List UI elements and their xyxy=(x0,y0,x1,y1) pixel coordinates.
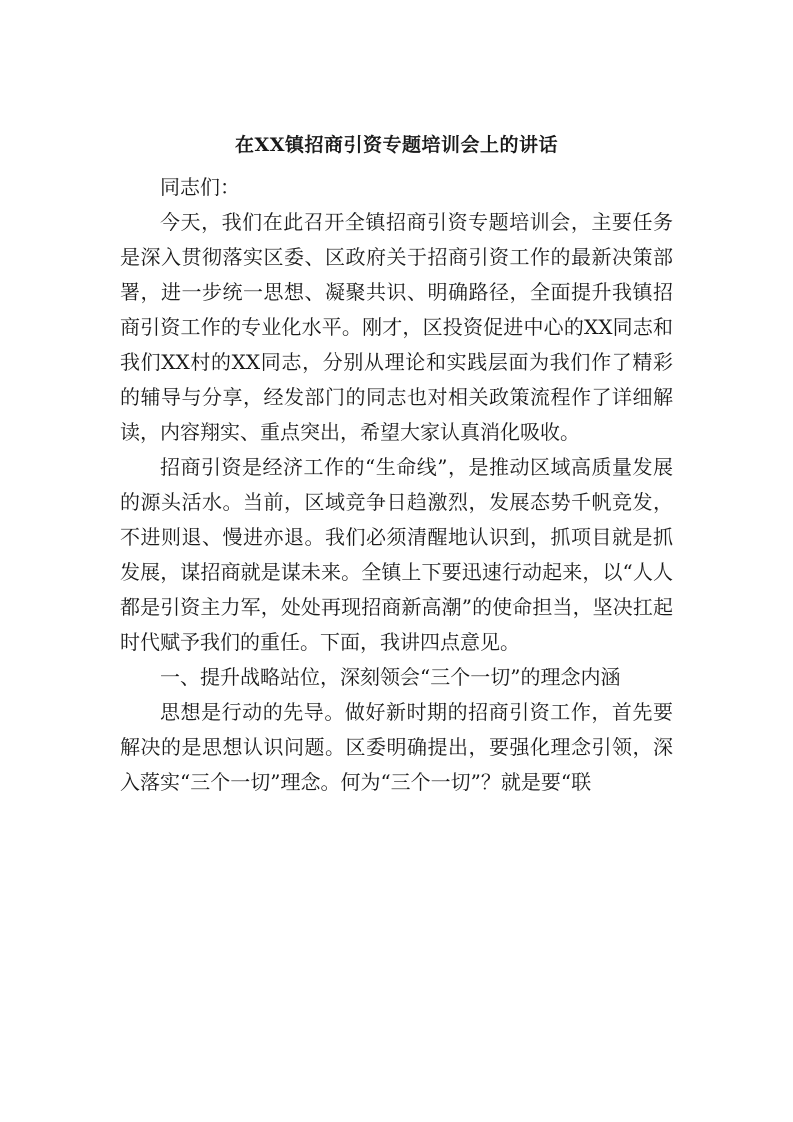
document-body xyxy=(120,170,673,800)
document-title: 在XX镇招商引资专题培训会上的讲话 xyxy=(235,134,558,156)
greeting: 同志们： xyxy=(160,175,240,199)
paragraph-lifeline: 招商引资是经济工作的“生命线”，是推动区域高质量发展的源头活水。当前，区域竞争日趋激烈，发展态势千帆竞发，不进则退、慢进亦退。我们必须清醒地认识到，抓项目就是抓发展，谋招商就是谋未来。全镇上下要迅速行动起来，以“人人都是引资主力军，处处再现招商新高潮”的使命担当，坚决扛起时代赋予我们的重任。下面，我讲四点意见。 xyxy=(120,455,673,654)
section-heading-1: 一、提升战略站位，深刻领会“三个一切”的理念内涵 xyxy=(160,665,621,689)
paragraph-section-1: 思想是行动的先导。做好新时期的招商引资工作，首先要解决的是思想认识问题。区委明确提出，要强化理念引领，深入落实“三个一切”理念。何为“三个一切”？就是要“联 xyxy=(120,700,673,794)
paragraph-intro: 今天，我们在此召开全镇招商引资专题培训会，主要任务是深入贯彻落实区委、区政府关于招商引资工作的最新决策部署，进一步统一思想、凝聚共识、明确路径，全面提升我镇招商引资工作的专业化水平。刚才，区投资促进中心的XX同志和我们XX村的XX同志，分别从理论和实践层面为我们作了精彩的辅导与分享，经发部门的同志也对相关政策流程作了详细解读，内容翔实、重点突出，希望大家认真消化吸收。 xyxy=(120,210,673,444)
